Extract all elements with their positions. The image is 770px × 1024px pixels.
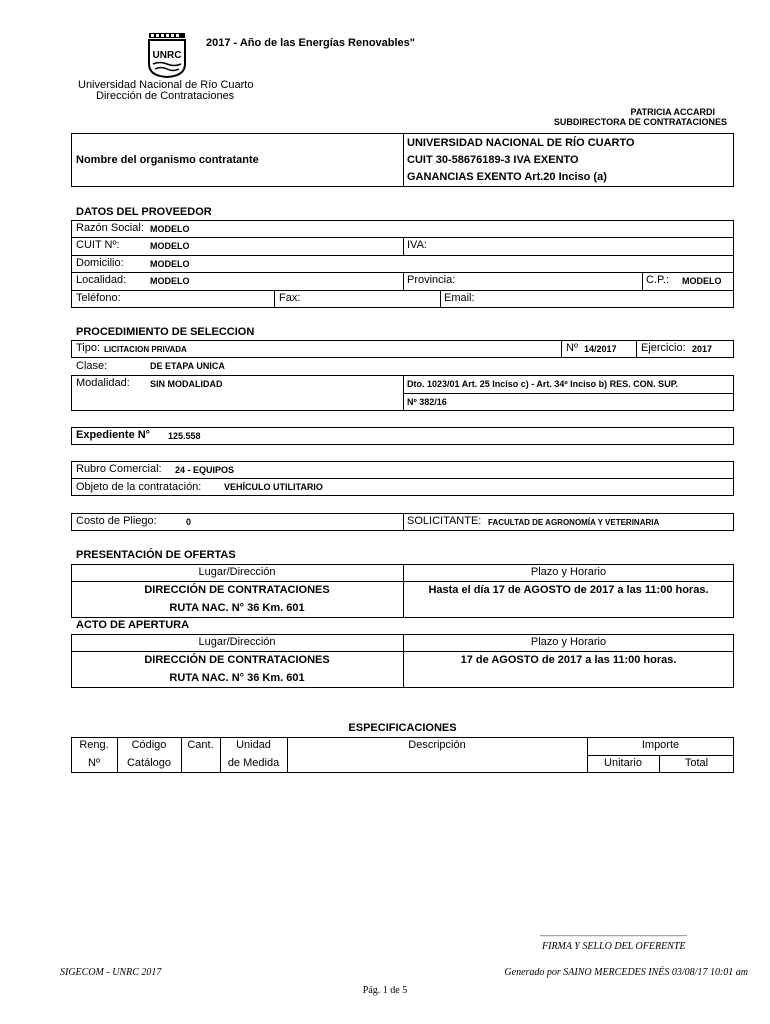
numero-value: 14/2017 <box>584 344 617 354</box>
cp-label: C.P.: <box>646 274 670 286</box>
costo-value: 0 <box>186 517 192 527</box>
presentacion-lugar-line1: DIRECCIÓN DE CONTRATACIONES <box>144 584 330 596</box>
apertura-lugar-header: Lugar/Dirección <box>198 636 276 648</box>
normativa-line2: Nº 382/16 <box>407 397 447 407</box>
unrc-logo <box>148 32 186 78</box>
col-unidad-2: de Medida <box>227 757 280 769</box>
numero-label: Nº <box>566 342 578 354</box>
telefono-label: Teléfono: <box>76 292 121 304</box>
year-motto: 2017 - Año de las Energías Renovables" <box>206 37 415 49</box>
proveedor-title: DATOS DEL PROVEEDOR <box>76 206 212 218</box>
apertura-plazo-header: Plazo y Horario <box>530 636 607 648</box>
clase-value: DE ETAPA UNICA <box>150 361 225 371</box>
objeto-value: VEHÍCULO UTILITARIO <box>224 482 323 492</box>
costo-label: Costo de Pliego: <box>76 515 157 527</box>
col-cant: Cant. <box>187 739 214 751</box>
domicilio-label: Domicilio: <box>76 257 124 269</box>
apertura-lugar-line1: DIRECCIÓN DE CONTRATACIONES <box>144 654 330 666</box>
presentacion-plazo-value: Hasta el día 17 de AGOSTO de 2017 a las 11:00 horas. <box>428 584 709 596</box>
organismo-label: Nombre del organismo contratante <box>76 154 259 166</box>
organismo-line2: CUIT 30-58676189-3 IVA EXENTO <box>407 154 579 166</box>
solicitante-value: FACULTAD DE AGRONOMÍA Y VETERINARIA <box>488 518 660 527</box>
signer-name: PATRICIA ACCARDI <box>630 107 715 117</box>
apertura-lugar-line2: RUTA NAC. N° 36 Km. 601 <box>169 672 305 684</box>
col-total: Total <box>684 757 709 769</box>
organismo-line1: UNIVERSIDAD NACIONAL DE RÍO CUARTO <box>407 137 635 149</box>
system-label: SIGECOM - UNRC 2017 <box>60 967 162 978</box>
cp-value: MODELO <box>682 276 722 286</box>
localidad-label: Localidad: <box>76 274 127 286</box>
expediente-label: Expediente N° <box>76 429 151 441</box>
col-reng-2: Nº <box>88 757 100 769</box>
especificaciones-title: ESPECIFICACIONES <box>348 722 457 734</box>
presentacion-title: PRESENTACIÓN DE OFERTAS <box>76 549 236 561</box>
procedimiento-title: PROCEDIMIENTO DE SELECCION <box>76 326 255 338</box>
col-codigo-2: Catálogo <box>126 757 172 769</box>
ejercicio-value: 2017 <box>692 344 713 354</box>
modalidad-label: Modalidad: <box>76 377 130 389</box>
localidad-value: MODELO <box>150 276 190 286</box>
fax-label: Fax: <box>279 292 301 304</box>
col-unidad-1: Unidad <box>236 739 271 751</box>
signer-title: SUBDIRECTORA DE CONTRATACIONES <box>553 117 727 127</box>
email-label: Email: <box>444 292 475 304</box>
solicitante-label: SOLICITANTE: <box>407 515 482 527</box>
col-codigo-1: Código <box>131 739 167 751</box>
university-name: Universidad Nacional de Río Cuarto <box>78 79 254 91</box>
objeto-label: Objeto de la contratación: <box>76 481 202 493</box>
rubro-label: Rubro Comercial: <box>76 463 162 475</box>
ejercicio-label: Ejercicio: <box>641 342 686 354</box>
logo-text: UNRC <box>152 50 182 61</box>
normativa-line1: Dto. 1023/01 Art. 25 Inciso c) - Art. 34º Inciso b) RES. CON. SUP. <box>407 379 679 389</box>
razon-social-value: MODELO <box>150 224 190 234</box>
provincia-label: Provincia: <box>407 274 456 286</box>
col-unitario: Unitario <box>604 757 642 769</box>
generated-label: Generado por SAINO MERCEDES INÉS 03/08/17 10:01 am <box>504 967 748 978</box>
col-descripcion: Descripción <box>408 739 466 751</box>
cuit-label: CUIT Nº: <box>76 239 120 251</box>
page-number: Pág. 1 de 5 <box>362 985 408 996</box>
presentacion-plazo-header: Plazo y Horario <box>530 566 607 578</box>
apertura-plazo-value: 17 de AGOSTO de 2017 a las 11:00 horas. <box>460 654 677 666</box>
modalidad-value: SIN MODALIDAD <box>150 379 223 389</box>
col-importe: Importe <box>641 739 680 751</box>
department-name: Dirección de Contrataciones <box>96 90 235 102</box>
apertura-title: ACTO DE APERTURA <box>76 619 190 631</box>
iva-label: IVA: <box>407 239 427 251</box>
clase-label: Clase: <box>76 360 108 372</box>
presentacion-lugar-header: Lugar/Dirección <box>198 566 276 578</box>
razon-social-label: Razón Social: <box>76 222 144 234</box>
organismo-line3: GANANCIAS EXENTO Art.20 Inciso (a) <box>407 171 607 183</box>
tipo-label: Tipo: <box>76 342 101 354</box>
rubro-value: 24 - EQUIPOS <box>175 465 235 475</box>
domicilio-value: MODELO <box>150 259 190 269</box>
tipo-value: LICITACION PRIVADA <box>104 345 187 354</box>
signature-line: ________________________________ <box>540 926 686 937</box>
cuit-value: MODELO <box>150 241 190 251</box>
expediente-value: 125.558 <box>168 431 201 441</box>
presentacion-lugar-line2: RUTA NAC. N° 36 Km. 601 <box>169 602 305 614</box>
col-reng-1: Reng. <box>79 739 109 751</box>
signature-label: FIRMA Y SELLO DEL OFERENTE <box>542 941 686 952</box>
